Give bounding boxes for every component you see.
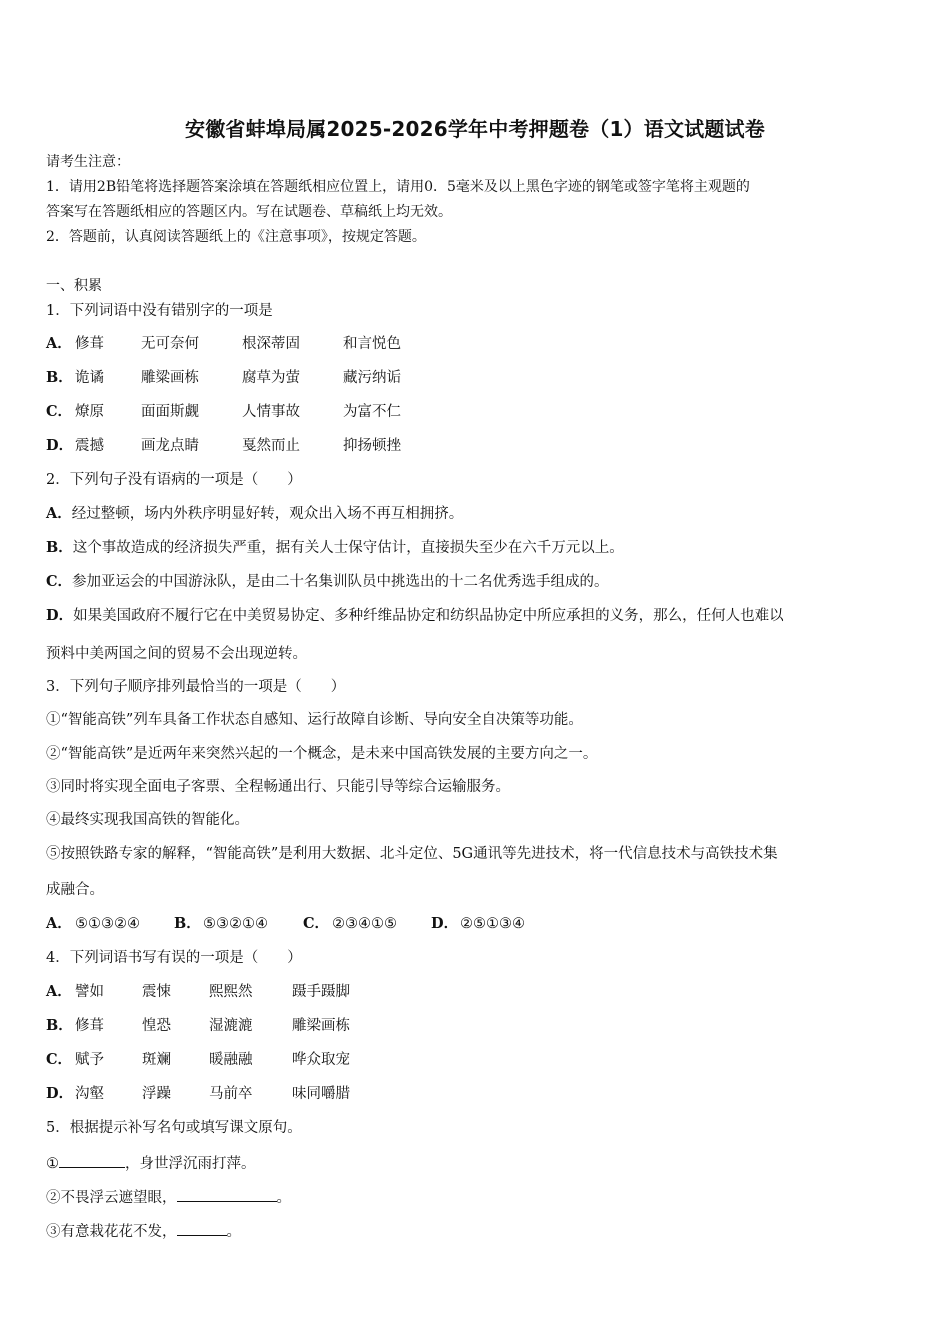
page-title: 安徽省蚌埠局属2025-2026学年中考押题卷（1）语文试题试卷 <box>185 117 765 141</box>
question-4-stem: 4．下列词语书写有误的一项是（ ） <box>46 950 302 966</box>
exam-page: 安徽省蚌埠局属2025-2026学年中考押题卷（1）语文试题试卷 请考生注意： 1．请用2B铅笔将选择题答案涂填在答题纸相应位置上，请用0．5毫米及以上黑色字迹的钢笔或签字笔将主观题的 答案写在答题纸相应的答题区内。写在试题卷、草稿纸上均无效。 2．答题前，认真阅读答题纸上的《注意事项》，按规定答题。 一、积累 1．下列词语中没有错别字的一项是 A． 修葺 无可奈何 根深蒂固 和言悦色 B． 诡谲 雕粱画栋 腐草为萤 藏污纳诟 C． 燎原 面面斯觑 人情事故 为富不仁 D． 震撼 画龙点睛 戛然而止 抑扬顿挫 2．下列句子没有语病的一项是（ ） A．经过整顿，场内外秩序明显好转，观众出入场不再互相拥挤。 B．这个事故造成的经济损失严重，据有关人士保守估计，直接损失至少在六千万元以上。 C．参加亚运会的中国游泳队，是由二十名集训队员中挑选出的十二名优秀选手组成的。 D．如果美国政府不履行它在中美贸易协定、多种纤维品协定和纺织品协定中所应承担的义务，那么，任何人也难以 预料中美两国之间的贸易不会出现逆转。 3．下列句子顺序排列最恰当的一项是（ ） ①“智能高铁”列车具备工作状态自感知、运行故障自诊断、导向安全自决策等功能。 ②“智能高铁”是近两年来突然兴起的一个概念，是未来中国高铁发展的主要方向之一。 ③同时将实现全面电子客票、全程畅通出行、只能引导等综合运输服务。 ④最终实现我国高铁的智能化。 ⑤按照铁路专家的解释，“智能高铁”是利用大数据、北斗定位、5G通讯等先进技术，将一代信息技术与高铁技术集 成融合。 A． ⑤①③②④ B． ⑤③②①④ C． ②③④①⑤ D． ②⑤①③④ 4．下列词语书写有误的一项是（ ） A． 譬如 震悚 熙熙然 蹑手蹑脚 B． 修葺 惶恐 湿漉漉 雕梁画栋 C． 赋予 斑斓 暖融融 哗众取宠 D． 沟壑 浮躁 马前卒 味同嚼腊 5．根据提示补写名句或填写课文原句。 ① ，身世浮沉雨打萍。 ②不畏浮云遮望眼， 。 ③有意栽花花不发， 。 <box>0 0 950 1344</box>
q3-sentence-2: ②“智能高铁”是近两年来突然兴起的一个概念，是未来中国高铁发展的主要方向之一。 <box>46 746 598 762</box>
q2-option-a: A．经过整顿，场内外秩序明显好转，观众出入场不再互相拥挤。 <box>46 505 464 522</box>
q5-blank-2[interactable] <box>177 1186 277 1202</box>
q2-option-d-continued: 预料中美两国之间的贸易不会出现逆转。 <box>46 646 307 662</box>
notice-line-1a: 1．请用2B铅笔将选择题答案涂填在答题纸相应位置上，请用0．5毫米及以上黑色字迹的钢笔或签字笔将主观题的 <box>46 179 750 195</box>
notice-line-2: 2．答题前，认真阅读答题纸上的《注意事项》，按规定答题。 <box>46 229 426 245</box>
question-5-stem: 5．根据提示补写名句或填写课文原句。 <box>46 1120 302 1136</box>
question-3-stem: 3．下列句子顺序排列最恰当的一项是（ ） <box>46 679 346 695</box>
notice-line-1b: 答案写在答题纸相应的答题区内。写在试题卷、草稿纸上均无效。 <box>46 204 452 220</box>
q5-item-3: ③有意栽花花不发， 。 <box>46 1220 241 1242</box>
q3-sentence-3: ③同时将实现全面电子客票、全程畅通出行、只能引导等综合运输服务。 <box>46 779 510 795</box>
question-1-stem: 1．下列词语中没有错别字的一项是 <box>46 303 273 319</box>
section-heading: 一、积累 <box>46 278 102 294</box>
q3-sentence-4: ④最终实现我国高铁的智能化。 <box>46 812 249 828</box>
q2-option-b: B．这个事故造成的经济损失严重，据有关人士保守估计，直接损失至少在六千万元以上。 <box>46 539 624 556</box>
q5-item-2: ②不畏浮云遮望眼， 。 <box>46 1186 291 1208</box>
q3-sentence-5a: ⑤按照铁路专家的解释，“智能高铁”是利用大数据、北斗定位、5G通讯等先进技术，将一代信息技术与高铁技术集 <box>46 846 778 862</box>
q2-option-c: C．参加亚运会的中国游泳队，是由二十名集训队员中挑选出的十二名优秀选手组成的。 <box>46 573 609 590</box>
q5-item-1: ① ，身世浮沉雨打萍。 <box>46 1152 256 1174</box>
question-2-stem: 2．下列句子没有语病的一项是（ ） <box>46 472 302 488</box>
q3-sentence-1: ①“智能高铁”列车具备工作状态自感知、运行故障自诊断、导向安全自决策等功能。 <box>46 712 583 728</box>
q5-blank-3[interactable] <box>177 1220 227 1236</box>
q3-sentence-5b: 成融合。 <box>46 882 104 898</box>
notice-heading: 请考生注意： <box>46 154 130 170</box>
q5-blank-1[interactable] <box>59 1152 125 1168</box>
q2-option-d: D．如果美国政府不履行它在中美贸易协定、多种纤维品协定和纺织品协定中所应承担的义务，那么，任何人也难以 <box>46 607 784 624</box>
